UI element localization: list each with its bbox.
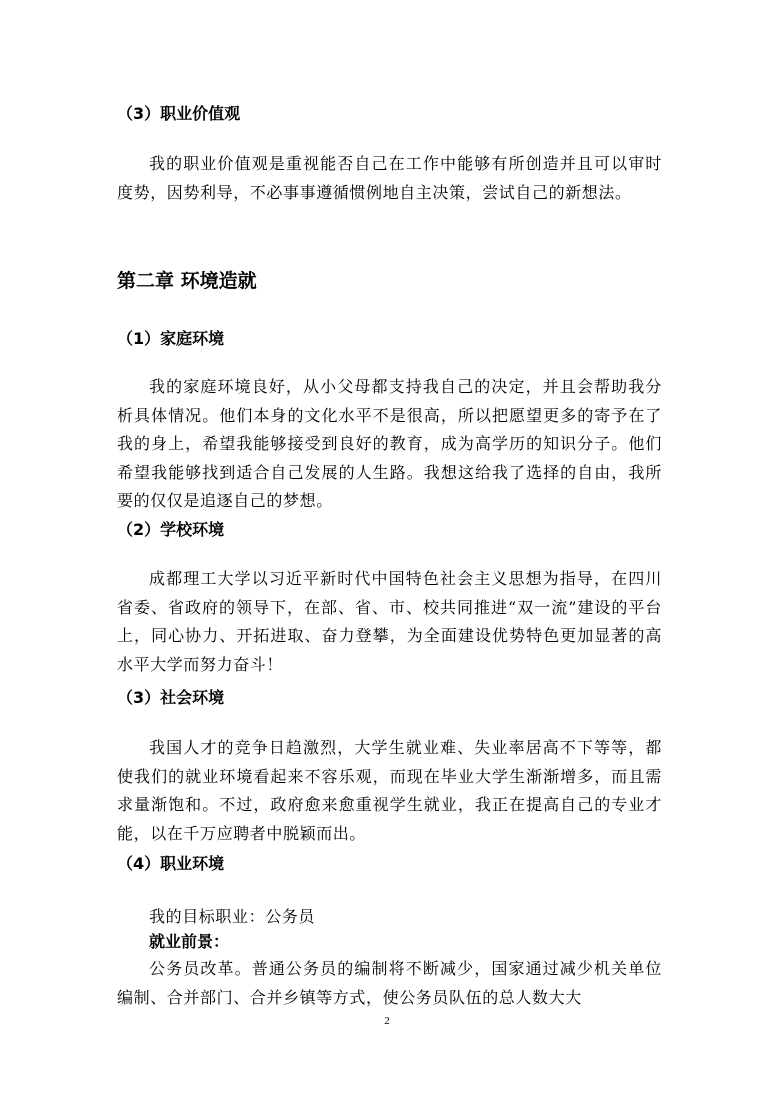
paragraph-social-environment: 我国人才的竞争日趋激烈，大学生就业难、失业率居高不下等等，都使我们的就业环境看起来不容乐观，而现在毕业大学生渐渐增多，而且需求量渐饱和。不过，政府愈来愈重视学生就业，我正在提高自己的专业才能，以在千万应聘者中脱颖而出。 [117, 738, 662, 843]
paragraph-school-environment: 成都理工大学以习近平新时代中国特色社会主义思想为指导，在四川省委、省政府的领导下，在部、省、市、校共同推进“双一流”建设的平台上，同心协力、开拓进取、奋力登攀，为全面建设优势特色更加显著的高水平大学而努力奋斗！ [117, 569, 662, 674]
prospects-label: 就业前景： [149, 932, 230, 951]
chapter-title: 第二章 环境造就 [117, 270, 257, 292]
page-number: 2 [384, 1015, 390, 1027]
heading-family-environment: （1）家庭环境 [117, 329, 225, 348]
heading-social-environment: （3）社会环境 [117, 688, 225, 707]
paragraph-family-environment: 我的家庭环境良好，从小父母都支持我自己的决定，并且会帮助我分析具体情况。他们本身的文化水平不是很高，所以把愿望更多的寄予在了我的身上，希望我能够接受到良好的教育，成为高学历的知识分子。他们希望我能够找到适合自己发展的人生路。我想这给我了选择的自由，我所要的仅仅是追逐自己的梦想。 [117, 377, 662, 510]
target-job-line: 我的目标职业：公务员 [149, 907, 316, 926]
heading-career-values: （3）职业价值观 [117, 104, 241, 123]
heading-school-environment: （2）学校环境 [117, 520, 225, 539]
paragraph-prospects: 公务员改革。普通公务员的编制将不断减少，国家通过减少机关单位编制、合并部门、合并乡镇等方式，使公务员队伍的总人数大大 [117, 959, 662, 1007]
heading-career-environment: （4）职业环境 [117, 854, 225, 873]
paragraph-career-values: 我的职业价值观是重视能否自己在工作中能够有所创造并且可以审时度势，因势利导，不必事事遵循惯例地自主决策，尝试自己的新想法。 [117, 154, 662, 202]
